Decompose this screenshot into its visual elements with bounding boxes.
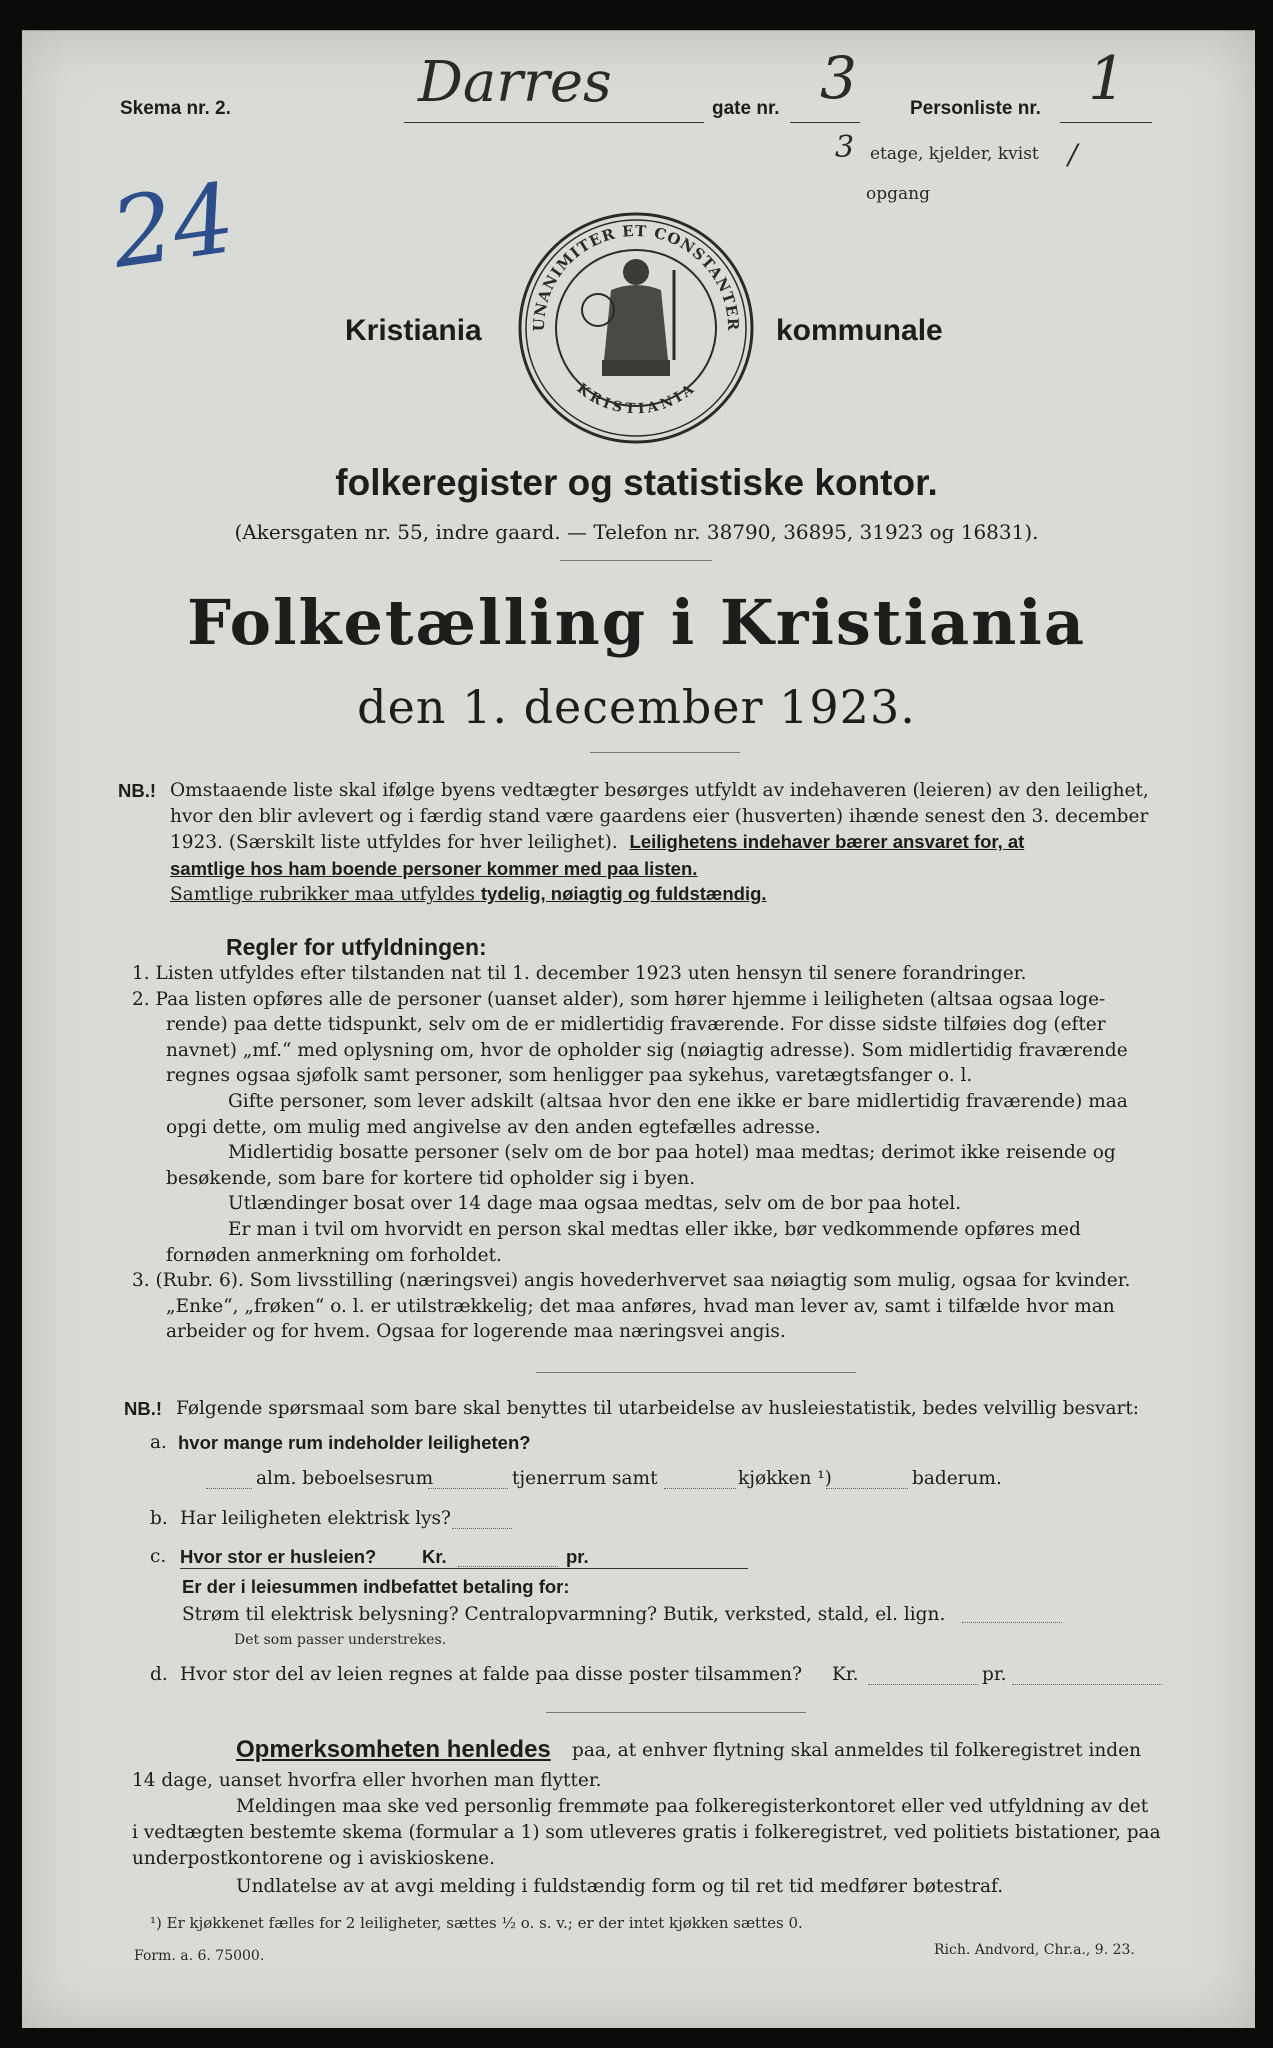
c-items-field[interactable] <box>962 1622 1062 1623</box>
rules-list <box>132 961 1162 1345</box>
bad-field[interactable] <box>826 1488 908 1489</box>
divider-2 <box>590 752 740 753</box>
d-pr: pr. <box>982 1664 1007 1685</box>
gate-line <box>790 122 860 123</box>
skema-number: Skema nr. 2. <box>120 98 231 119</box>
nb1-emphasis: Leilighetens indehaver bærer ansvaret for, at <box>629 831 1025 853</box>
question-d: Hvor stor del av leien regnes at falde paa disse poster tilsammen? <box>180 1664 802 1685</box>
notice-line: Undlatelse av at avgi melding i fuldstændig form og til ret tid medfører bøtestraf. <box>236 1876 1004 1897</box>
notice-line: 14 dage, uanset hvorfra eller hvorhen man flytter. <box>132 1770 602 1791</box>
rule-2-line: Utlændinger bosat over 14 dage maa ogsaa medtas, selv om de bor paa hotel. <box>228 1193 962 1215</box>
alm-label: alm. beboelsesrum <box>256 1468 434 1489</box>
gate-nr-label: gate nr. <box>712 98 780 119</box>
rule-2-line: Midlertidig bosatte personer (selv om de bor paa hotel) maa medtas; derimot ikke reisende og <box>228 1142 1116 1164</box>
kjokken-field[interactable] <box>664 1488 736 1489</box>
nb1-line <box>170 829 1160 856</box>
seal-bottom-text: KRISTIANIA <box>573 380 699 418</box>
rule-2-line: regnes ogsaa sjøfolk samt personer, som henligger paa sykehus, varetægtsfanger o. l. <box>166 1065 973 1087</box>
d-kr: Kr. <box>832 1664 859 1685</box>
nb1-line <box>170 881 1160 908</box>
kristiania-seal-icon <box>516 210 756 446</box>
kjokken-label: kjøkken ¹) <box>738 1468 832 1489</box>
office-name: folkeregister og statistiske kontor. <box>335 462 938 503</box>
c-items: Strøm til elektrisk belysning? Centralopvarmning? Butik, verksted, stald, el. lign. <box>182 1604 946 1625</box>
rule-2-line: navnet) „mf.“ med oplysning om, hvor de opholder sig (nøiagtig adresse). Som midlertidig fraværende <box>166 1039 1128 1061</box>
d-pr-field[interactable] <box>1012 1684 1162 1685</box>
question-b-label: b. <box>150 1508 168 1529</box>
notice-line: paa, at enhver flytning skal anmeldes til folkeregistret inden <box>572 1740 1141 1761</box>
c-underline <box>180 1568 748 1569</box>
etage-label: etage, kjelder, kvist <box>870 144 1039 164</box>
bad-label: baderum. <box>912 1468 1002 1489</box>
rule-2-line: 2. Paa listen opføres alle de personer (uanset alder), som hører hjemme i leiligheten (altsaa ogsaa loge- <box>132 988 1106 1010</box>
title-date: den 1. december 1923. <box>357 680 916 734</box>
nb1-line: hvor den blir avlevert og i færdig stand være gaardens eier (husverten) ihænde senest den 3. december <box>170 805 1149 827</box>
notice-line: underpostkontorene og i aviskioskene. <box>132 1848 495 1869</box>
question-c: Hvor stor er husleien? <box>180 1546 377 1567</box>
question-b: Har leiligheten elektrisk lys? <box>180 1508 451 1529</box>
question-d-label: d. <box>150 1664 168 1685</box>
svg-text:KRISTIANIA <box>574 380 699 417</box>
gate-nr-value: 3 <box>820 44 857 112</box>
rule-2-line: Gifte personer, som lever adskilt (altsaa hvor den ene ikke er bare midlertidig fraværende) maa <box>228 1090 1128 1112</box>
rule-3-line: „Enke“, „frøken“ o. l. er utilstrækkelig; det maa anføres, hvad man lever av, samt i tilfælde hvor man <box>166 1295 1115 1317</box>
personliste-value: 1 <box>1088 44 1127 114</box>
divider-4 <box>546 1712 806 1713</box>
printer-credit: Rich. Andvord, Chr.a., 9. 23. <box>934 1942 1135 1958</box>
alm-field[interactable] <box>206 1488 252 1489</box>
nb2-intro: Følgende spørsmaal som bare skal benyttes til utarbeidelse av husleiestatistik, bedes velvillig besvart: <box>176 1398 1139 1419</box>
rule-3-line: arbeider og for hvem. Ogsaa for logerende maa næringsvei angis. <box>166 1321 786 1343</box>
divider-3 <box>536 1372 856 1373</box>
nb1-emphasis-line: samtlige hos ham boende personer kommer med paa listen. <box>170 857 698 879</box>
nb1-emphasis: tydelig, nøiagtig og fuldstændig. <box>480 883 767 905</box>
c-kr: Kr. <box>422 1546 447 1567</box>
tjener-field[interactable] <box>428 1488 508 1489</box>
org-left: Kristiania <box>345 314 482 347</box>
notice-heading: Opmerksomheten henledes <box>236 1736 551 1763</box>
rules-heading: Regler for utfyldningen: <box>226 934 487 960</box>
nb1-paragraph <box>170 778 1160 908</box>
etage-value: 3 <box>835 130 855 165</box>
office-address: (Akersgaten nr. 55, indre gaard. — Telefon nr. 38790, 36895, 31923 og 16831). <box>234 520 1039 544</box>
question-a: hvor mange rum indeholder leiligheten? <box>178 1432 531 1453</box>
street-line <box>404 122 704 123</box>
rule-2-line: rende) paa dette tidspunkt, selv om de er midlertidig fraværende. For disse sidste tilføies dog (efter <box>166 1014 1106 1036</box>
etage-mark: / <box>1068 138 1078 171</box>
question-a-label: a. <box>150 1432 167 1453</box>
opgang-label: opgang <box>866 184 930 204</box>
notice-line: i vedtægten bestemte skema (formular a 1) som utleveres gratis i folkeregistret, ved politiets bistationer, paa <box>132 1822 1161 1843</box>
c-included: Er der i leiesummen indbefattet betaling for: <box>182 1576 570 1597</box>
nb1-line: Omstaaende liste skal ifølge byens vedtægter besørges utfyldt av indehaveren (leieren) av den leilighet, <box>170 780 1149 801</box>
divider-1 <box>560 560 712 561</box>
main-title: Folketælling i Kristiania <box>186 586 1087 659</box>
nb1-text: 1923. (Særskilt liste utfyldes for hver leilighet). <box>170 832 618 854</box>
margin-number-blue: 24 <box>104 162 242 290</box>
question-c-label: c. <box>150 1546 167 1567</box>
rule-2-line: besøkende, som bare for kortere tid opholder sig i byen. <box>166 1167 696 1189</box>
tjener-label: tjenerrum samt <box>512 1468 658 1489</box>
rule-2-line: fornøden anmerkning om forholdet. <box>166 1244 502 1266</box>
rule-1: 1. Listen utfyldes efter tilstanden nat til 1. december 1923 uten hensyn til senere forandringer. <box>132 963 1027 984</box>
seal-top-text: UNANIMITER ET CONSTANTER <box>529 221 743 332</box>
nb2-label: NB.! <box>124 1398 163 1419</box>
footnote: ¹) Er kjøkkenet fælles for 2 leiligheter, sættes ½ o. s. v.; er der intet kjøkken sættes 0. <box>150 1914 803 1932</box>
rule-2-line: opgi dette, om mulig med angivelse av den anden egtefælles adresse. <box>166 1116 821 1138</box>
personliste-line <box>1060 122 1152 123</box>
personliste-label: Personliste nr. <box>910 98 1041 119</box>
nb1-label: NB.! <box>118 780 157 801</box>
street-handwritten: Darres <box>418 50 612 115</box>
form-number: Form. a. 6. 75000. <box>134 1948 265 1964</box>
c-pr: pr. <box>566 1546 589 1567</box>
rule-3-line: 3. (Rubr. 6). Som livsstilling (næringsvei) angis hovederhvervet saa nøiagtig som mulig, ogsaa for kvinder. <box>132 1270 1131 1292</box>
lys-field[interactable] <box>452 1528 512 1529</box>
nb1-text: Samtlige rubrikker maa utfyldes <box>170 884 475 906</box>
c-note: Det som passer understrekes. <box>234 1632 447 1648</box>
page-edge <box>22 30 1255 31</box>
husleie-kr-field[interactable] <box>458 1566 558 1567</box>
notice-line: Meldingen maa ske ved personlig fremmøte paa folkeregisterkontoret eller ved utfyldning av det <box>236 1796 1149 1817</box>
org-right: kommunale <box>776 314 943 347</box>
rule-2-line: Er man i tvil om hvorvidt en person skal medtas eller ikke, bør vedkommende opføres med <box>228 1218 1081 1240</box>
d-kr-field[interactable] <box>868 1684 978 1685</box>
